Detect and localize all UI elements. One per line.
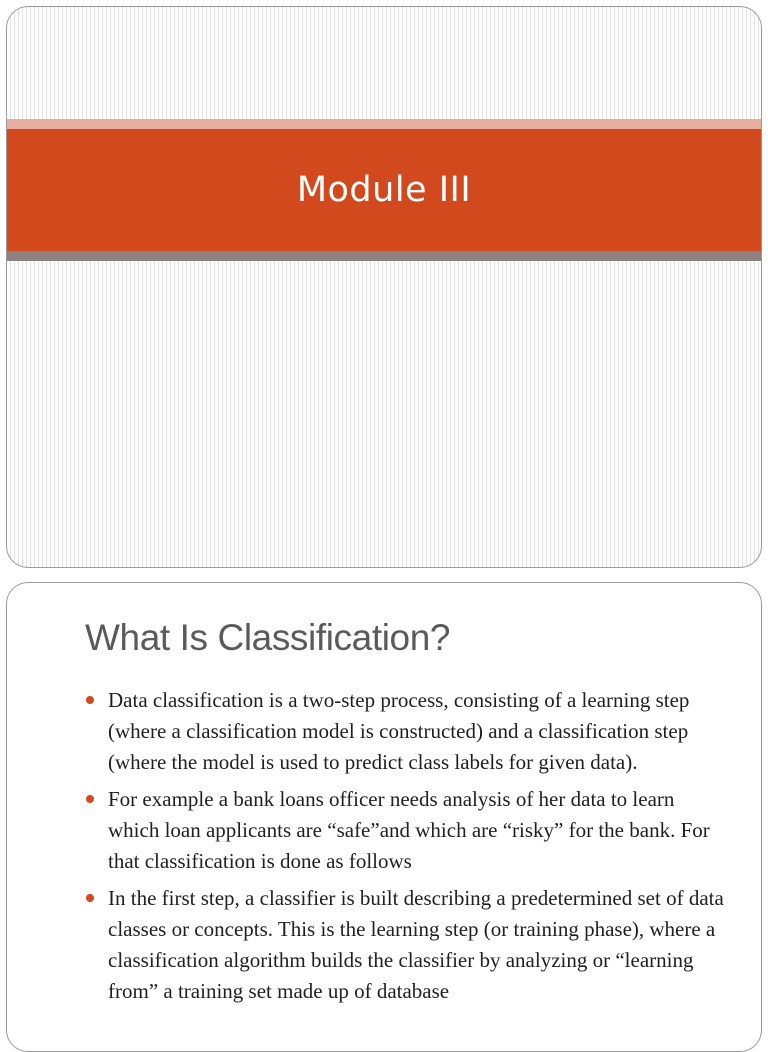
bullet-item <box>85 685 725 778</box>
bullet-text: Data classification is a two-step process, consisting of a learning step (where a classification model is constructed) and a classification step (where the model is used to predict class labels for given data). <box>108 688 690 774</box>
slide-title: Module III <box>296 170 472 210</box>
slide-heading: What Is Classification? <box>85 617 451 658</box>
bullet-text: For example a bank loans officer needs analysis of her data to learn which loan applicants are “safe”and which are “risky” for the bank. For that classification is done as follows <box>108 787 710 873</box>
content-slide <box>6 582 762 1052</box>
title-band-top-stripe <box>7 119 761 129</box>
bullet-dot-icon <box>86 894 94 902</box>
bullet-list <box>85 685 725 1013</box>
bullet-dot-icon <box>86 696 94 704</box>
bullet-item <box>85 784 725 877</box>
bullet-dot-icon <box>86 795 94 803</box>
bullet-item <box>85 883 725 1007</box>
bullet-text: In the first step, a classifier is built describing a predetermined set of data classes or concepts. This is the learning step (or training phase), where a classification algorithm builds the classifier by analyzing or “learning from” a training set made up of database <box>108 886 724 1003</box>
title-band <box>7 129 761 251</box>
title-slide <box>6 6 762 568</box>
title-band-bottom-stripe <box>7 251 761 261</box>
